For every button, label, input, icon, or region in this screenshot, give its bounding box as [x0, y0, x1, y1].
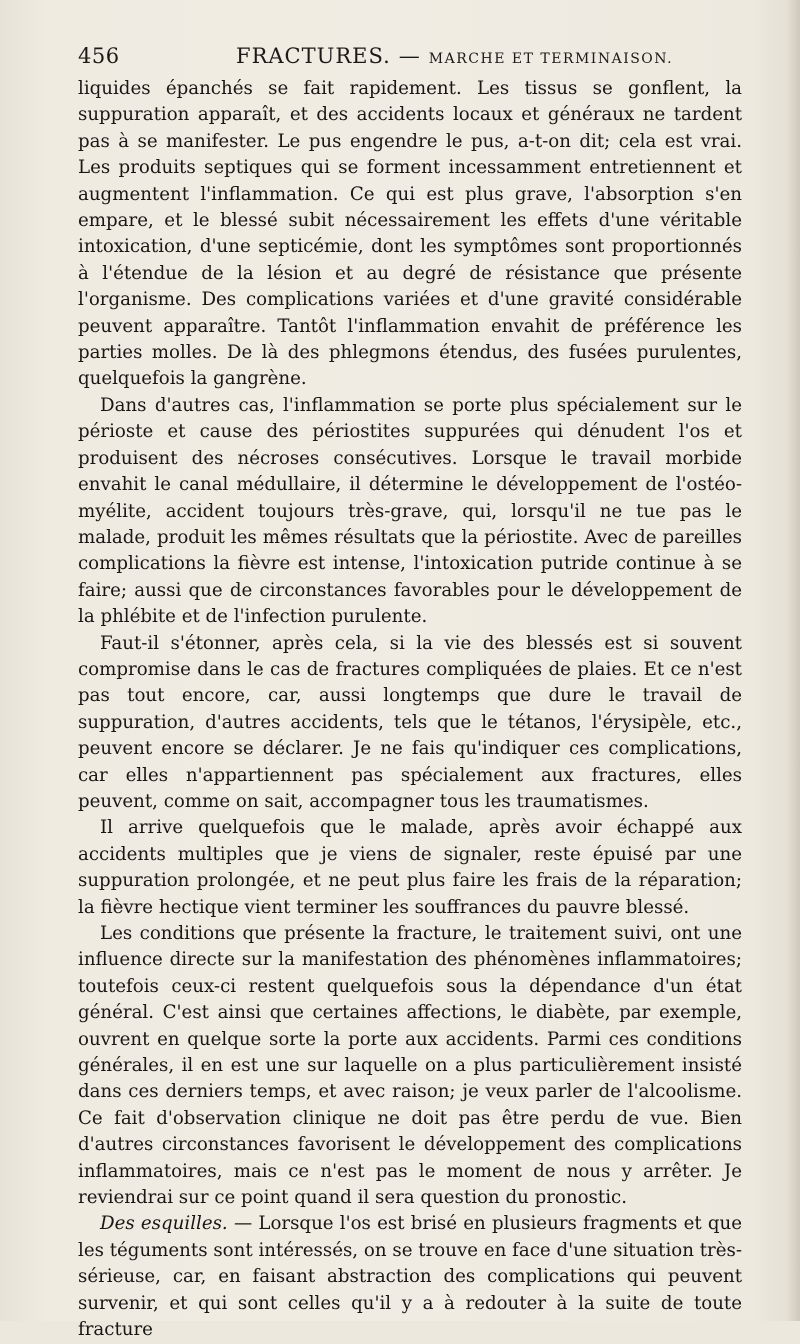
running-head-subtitle: MARCHE ET TERMINAISON. — [428, 51, 674, 67]
paragraph — [78, 921, 742, 1211]
body-text — [78, 76, 742, 1344]
paragraph — [78, 815, 742, 921]
paragraph-text: Dans d'autres cas, l'inflammation se porte plus spécialement sur le périoste et cause des périostites suppurées qui dénudent l'os et produisent des nécroses consécutives. Lorsque le travail morbide envahit le canal médullaire, il détermine le développement de l'ostéo-myélite, accident toujours très-grave, qui, lorsqu'il ne tue pas le malade, produit les mêmes résultats que la périostite. Avec de pareilles complications la fièvre est intense, l'intoxication putride continue à se faire; aussi que de circonstances favorables pour le développement de la phlébite et de l'infection purulente. — [78, 394, 742, 628]
page-edge-shadow — [786, 0, 800, 1321]
paragraph-text: Faut-il s'étonner, après cela, si la vie des blessés est si souvent compromise dans le cas de fractures compliquées de plaies. Et ce n'est pas tout encore, car, aussi longtemps que dure le travail de suppuration, d'autres accidents, tels que le tétanos, l'érysipèle, etc., peuvent encore se déclarer. Je ne fais qu'indiquer ces complications, car elles n'appartiennent pas spécialement aux fractures, elles peuvent, comme on sait, accompagner tous les traumatismes. — [78, 632, 742, 812]
paragraph-text: — Lorsque l'os est brisé en plusieurs fragments et que les téguments sont intéressés, on se trouve en face d'une situation très-sérieuse, car, en faisant abstraction des complications qui peuvent survenir, et qui sont celles qu'il y a à redouter à la suite de toute fracture — [78, 1213, 742, 1341]
page-number: 456 — [78, 44, 120, 68]
running-head-dash: — — [398, 44, 421, 68]
paragraph-text: Il arrive quelquefois que le malade, après avoir échappé aux accidents multiples que je viens de signaler, reste épuisé par une suppuration prolongée, et ne peut plus faire les frais de la réparation; la fièvre hectique vient terminer les souffrances du pauvre blessé. — [78, 817, 742, 918]
paragraph-text: liquides épanchés se fait rapidement. Les tissus se gonflent, la suppuration apparaît, et des accidents locaux et généraux ne tardent pas à se manifester. Le pus engendre le pus, a-t-on dit; cela est vrai. Les produits septiques qui se forment incessamment entretiennent et augmentent l'inflammation. Ce qui est plus grave, l'absorption s'en empare, et le blessé subit nécessairement les effets d'une véritable intoxication, d'une septicémie, dont les symptômes sont proportionnés à l'étendue de la lésion et au degré de résistance que présente l'organisme. Des complications variées et d'une gravité considérable peuvent apparaître. Tantôt l'inflammation envahit de préférence les parties molles. De là des phlegmons étendus, des fusées purulentes, quelquefois la gangrène. — [78, 78, 742, 390]
paragraph — [78, 631, 742, 816]
running-head — [236, 44, 673, 68]
running-head-title: FRACTURES. — [236, 44, 391, 68]
paragraph — [78, 393, 742, 631]
paragraph — [78, 1211, 742, 1343]
section-heading-italic: Des esquilles. — [100, 1213, 228, 1235]
paragraph-text: Les conditions que présente la fracture, le traitement suivi, ont une influence directe sur la manifestation des phénomènes inflammatoires; toutefois ceux-ci restent quelquefois sous la dépendance d'un état général. C'est ainsi que certaines affections, le diabète, par exemple, ouvrent en quelque sorte la porte aux accidents. Parmi ces conditions générales, il en est une sur laquelle on a plus particulièrement insisté dans ces derniers temps, et avec raison; je veux parler de l'alcoolisme. Ce fait d'observation clinique ne doit pas être perdu de vue. Bien d'autres circonstances favorisent le développement des complications inflammatoires, mais ce n'est pas le moment de nous y arrêter. Je reviendrai sur ce point quand il sera question du pronostic. — [78, 923, 742, 1209]
page-header — [78, 42, 742, 76]
paragraph — [78, 76, 742, 393]
